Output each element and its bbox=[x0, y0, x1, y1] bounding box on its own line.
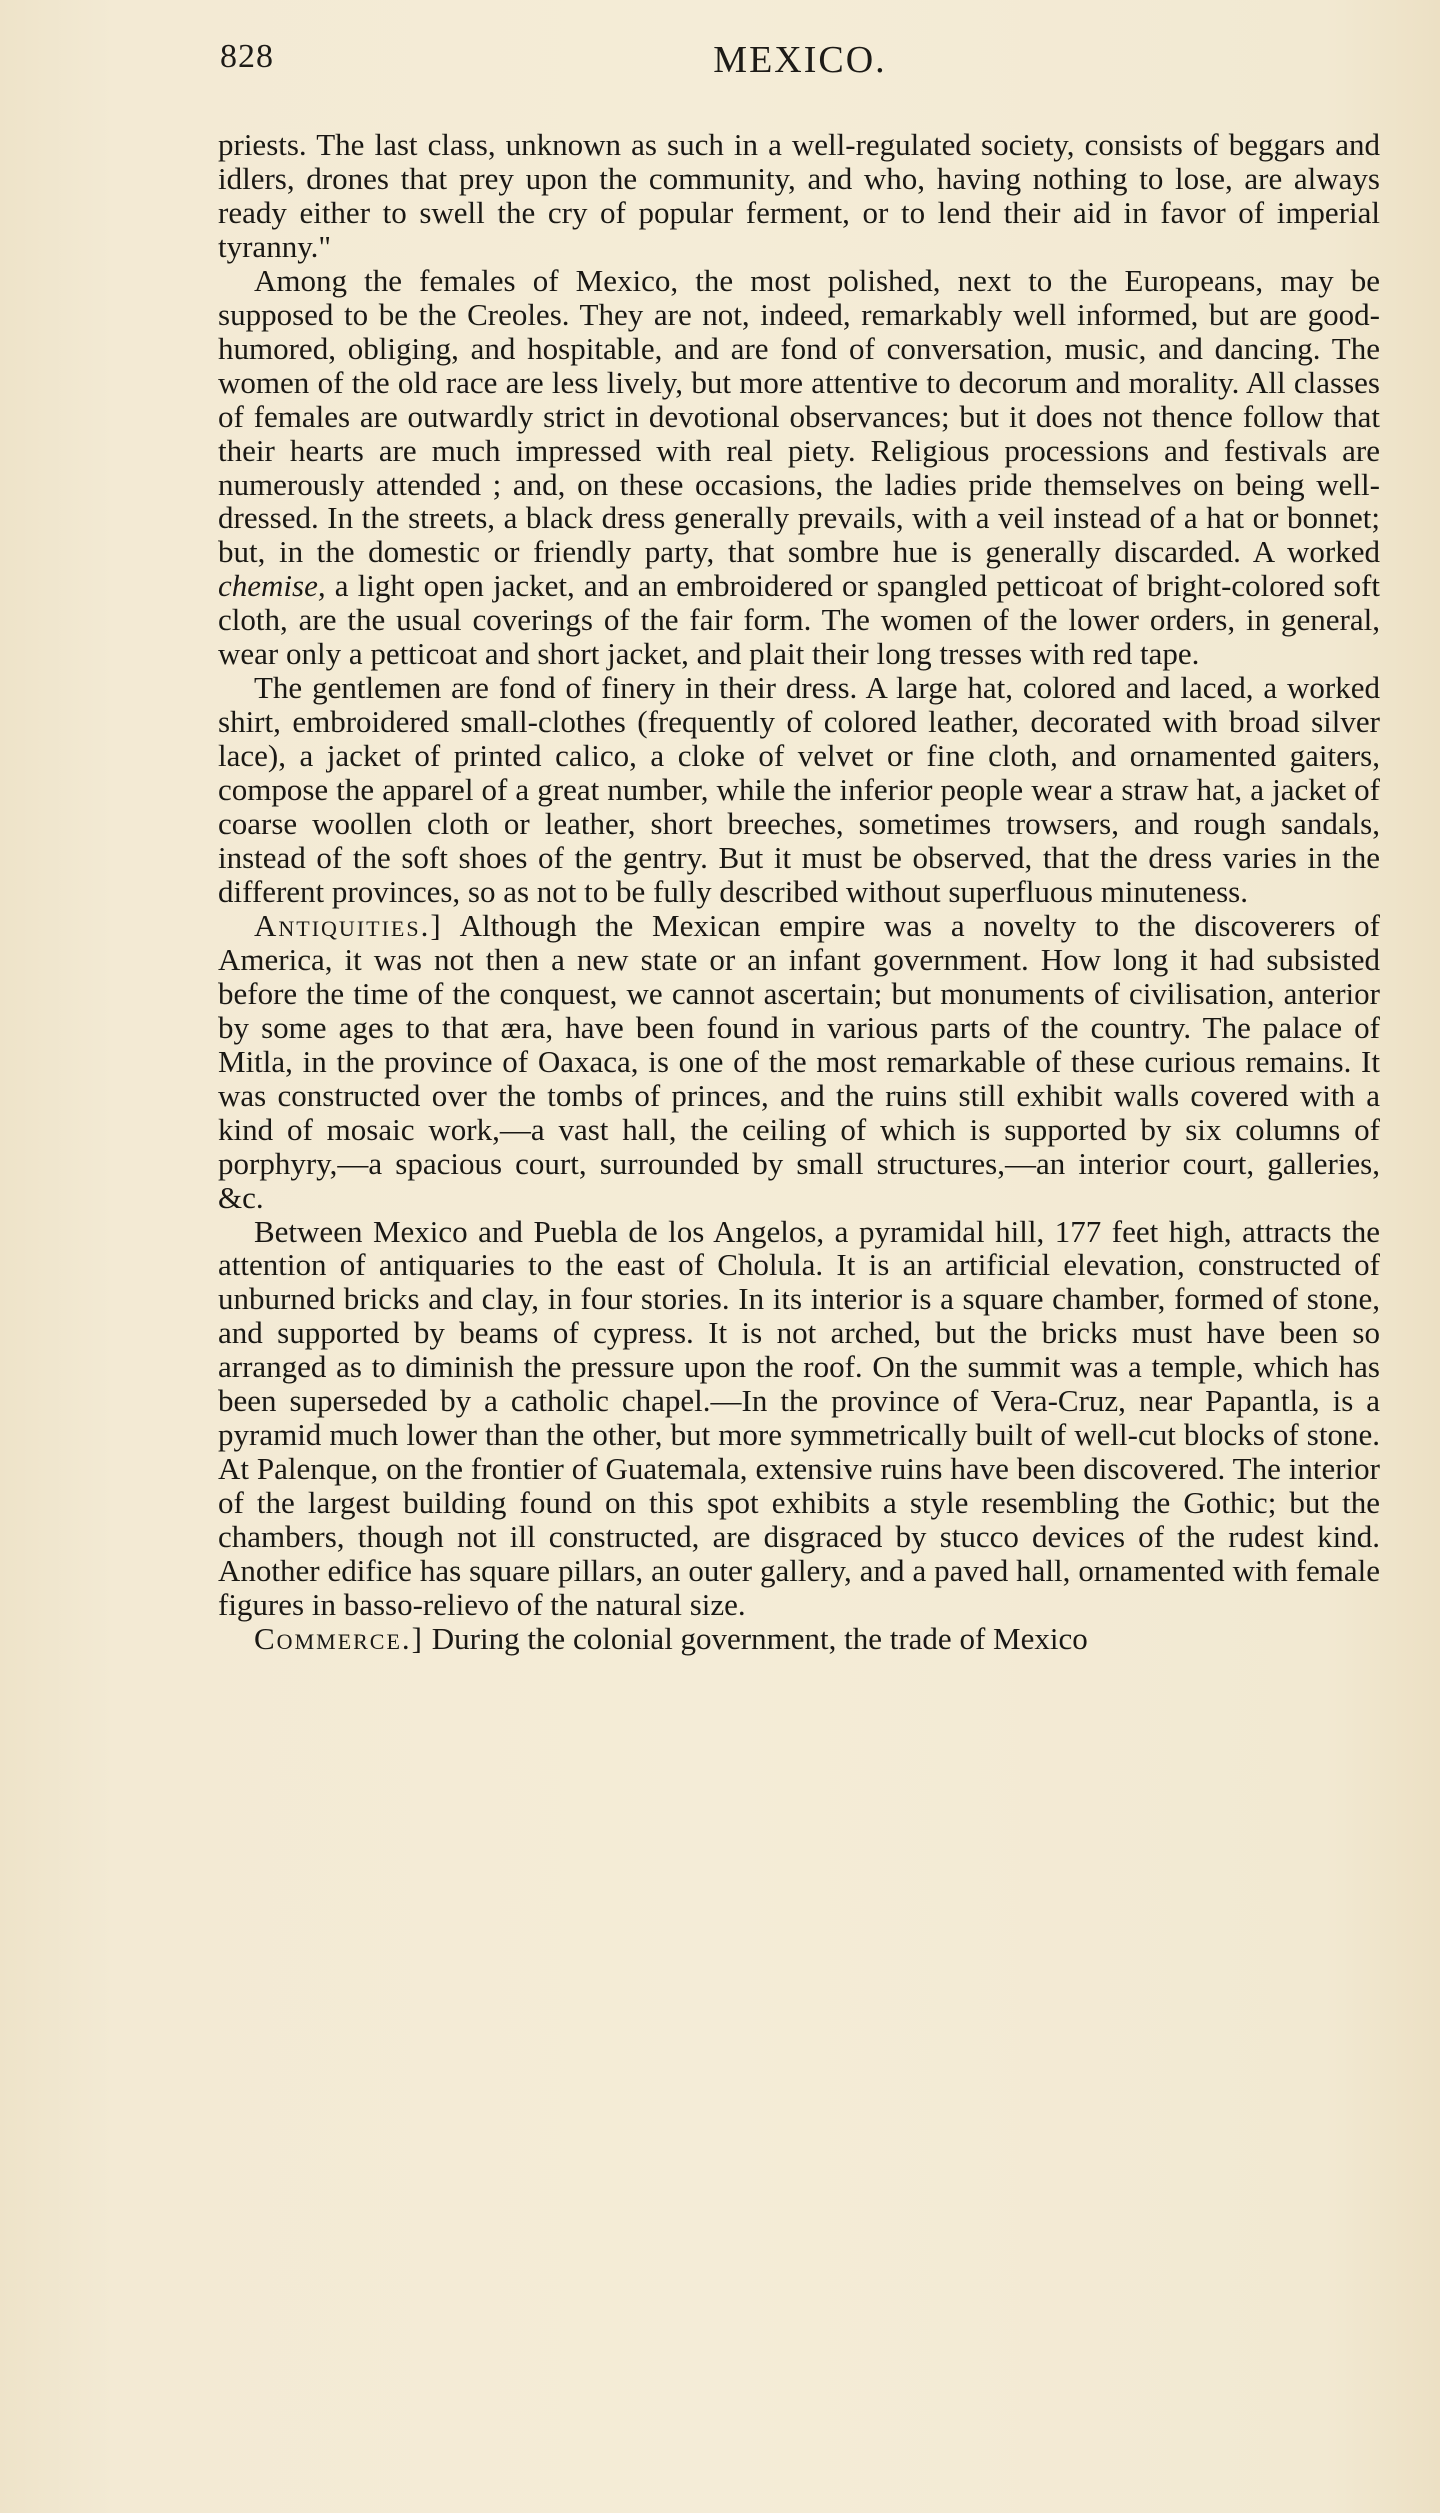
paragraph-pyramids bbox=[218, 1215, 1380, 1622]
italic-term: chemise, bbox=[218, 568, 326, 604]
paragraph-gentlemen bbox=[218, 671, 1380, 909]
paragraph-females bbox=[218, 264, 1380, 671]
page-number: 828 bbox=[220, 38, 274, 75]
paragraph-commerce bbox=[218, 1622, 1380, 1656]
paragraph-text: Among the females of Mexico, the most polished, next to the Europeans, may be supposed to be the Creoles. They are not, indeed, remarkably well informed, but are good-humored, obliging, and hospitable, and are fond of conversation, music, and dancing. The women of the old race are less lively, but more attentive to decorum and morality. All classes of females are outwardly strict in devotional observances; but it does not thence follow that their hearts are much impressed with real piety. Religious processions and festivals are numerously attended ; and, on these occasions, the ladies pride themselves on being well-dressed. In the streets, a black dress generally prevails, with a veil instead of a hat or bonnet; but, in the domestic or friendly party, that sombre hue is generally discarded. A worked bbox=[218, 262, 1380, 570]
paragraph-text: During the colonial government, the trade of Mexico bbox=[431, 1620, 1088, 1656]
page-header bbox=[220, 30, 1380, 94]
paragraph-text: priests. The last class, unknown as such in a well-regulated society, consists of beggars and idlers, drones that prey upon the community, and who, having nothing to lose, are always ready either to swell the cry of popular ferment, or to lend their aid in favor of imperial tyranny." bbox=[218, 127, 1380, 264]
paragraph-text: a light open jacket, and an embroidered or spangled petticoat of bright-colored soft cloth, are the usual coverings of the fair form. The women of the lower orders, in general, wear only a petticoat and short jacket, and plait their long tresses with red tape. bbox=[218, 568, 1380, 672]
paragraph-text: The gentlemen are fond of finery in their dress. A large hat, colored and laced, a worked shirt, embroidered small-clothes (frequently of colored leather, decorated with broad silver lace), a jacket of printed calico, a cloke of velvet or fine cloth, and ornamented gaiters, compose the apparel of a great number, while the inferior people wear a straw hat, a jacket of coarse woollen cloth or leather, short breeches, sometimes trowsers, and rough sandals, instead of the soft shoes of the gentry. But it must be observed, that the dress varies in the different provinces, so as not to be fully described without superfluous minuteness. bbox=[218, 670, 1380, 909]
section-heading-commerce: Commerce.] bbox=[254, 1620, 424, 1656]
running-head: MEXICO. bbox=[713, 39, 887, 81]
paragraph-text: Between Mexico and Puebla de los Angelos, a pyramidal hill, 177 feet high, attracts the attention of antiquaries to the east of Cholula. It is an artificial elevation, constructed of unburned bricks and clay, in four stories. In its interior is a square chamber, formed of stone, and supported by beams of cypress. It is not arched, but the bricks must have been so arranged as to diminish the pressure upon the roof. On the summit was a temple, which has been superseded by a catholic chapel.—In the province of Vera-Cruz, near Papantla, is a pyramid much lower than the other, but more symmetrically built of well-cut blocks of stone. At Palenque, on the frontier of Guatemala, extensive ruins have been discovered. The interior of the largest building found on this spot exhibits a style resembling the Gothic; but the chambers, though not ill constructed, are disgraced by stucco devices of the rudest kind. Another edifice has square pillars, an outer gallery, and a paved hall, ornamented with female figures in basso-relievo of the natural size. bbox=[218, 1213, 1380, 1622]
section-heading-antiquities: Antiquities.] bbox=[254, 907, 443, 943]
paragraph-antiquities bbox=[218, 909, 1380, 1215]
paragraph-text: Although the Mexican empire was a novelty to the discoverers of America, it was not then a new state or an infant government. How long it had subsisted before the time of the conquest, we cannot ascertain; but monuments of civilisation, anterior by some ages to that æra, have been found in various parts of the country. The palace of Mitla, in the province of Oaxaca, is one of the most remarkable of these curious remains. It was constructed over the tombs of princes, and the ruins still exhibit walls covered with a kind of mosaic work,—a vast hall, the ceiling of which is supported by six columns of porphyry,—a spacious court, surrounded by small structures,—an interior court, galleries, &c. bbox=[218, 907, 1380, 1215]
body-text bbox=[218, 128, 1380, 1656]
paragraph-priests bbox=[218, 128, 1380, 264]
